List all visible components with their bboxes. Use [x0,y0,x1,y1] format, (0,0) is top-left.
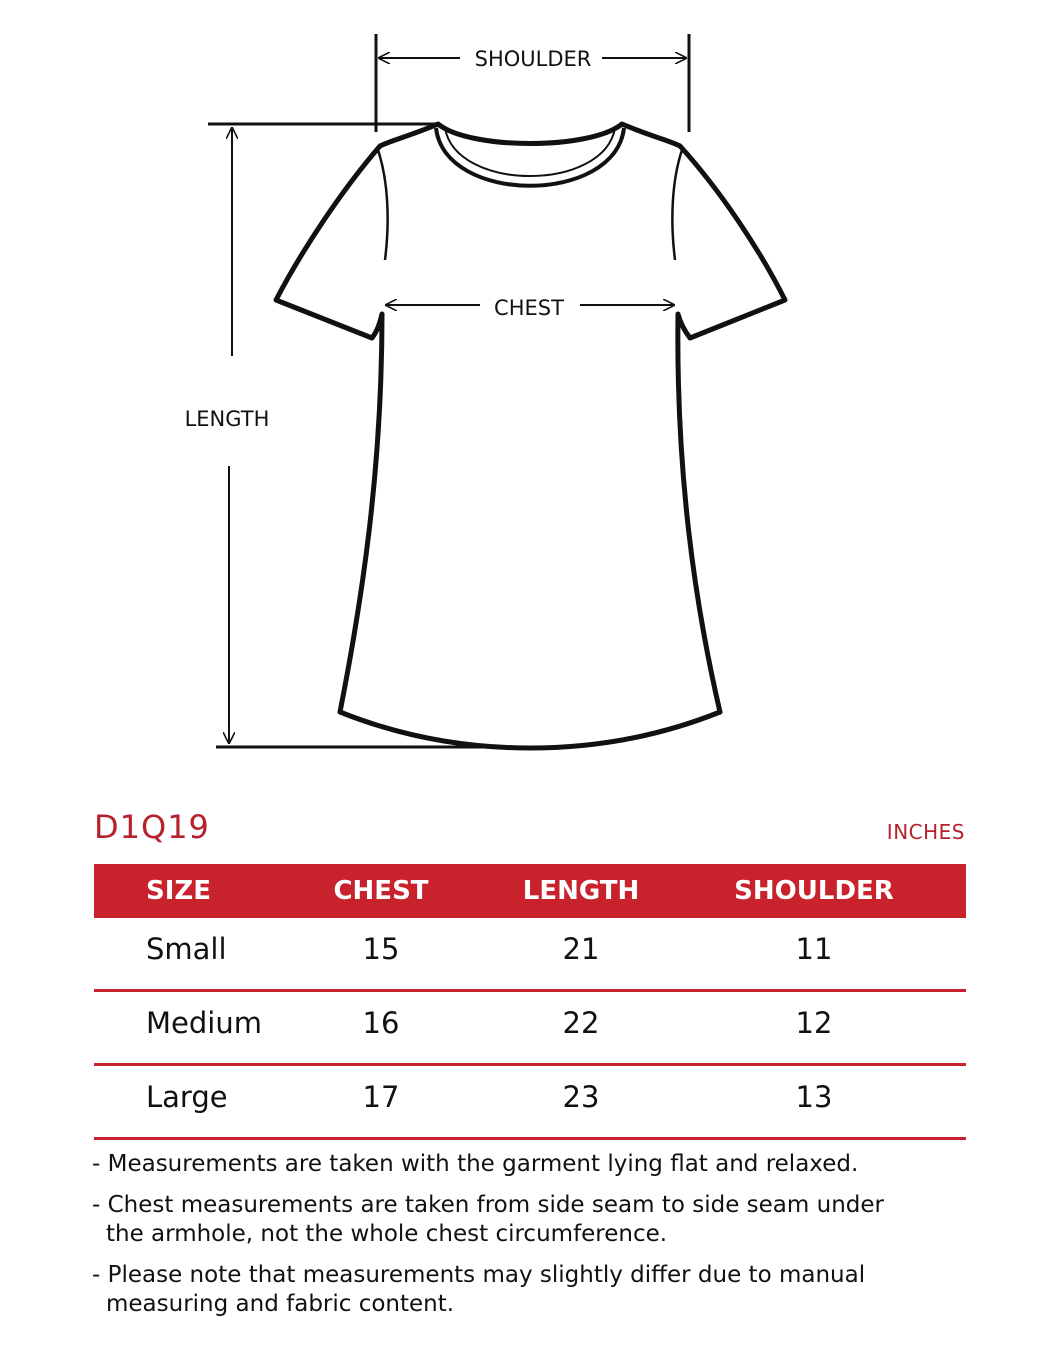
length-label: LENGTH [184,407,270,431]
chest-value: 16 [362,1006,400,1040]
size-name: Small [146,932,227,966]
note-item: - Please note that measurements may slightly differ due to manual measuring and fabric content. [92,1262,866,1317]
armhole-seam-right [672,150,682,260]
length-value: 23 [562,1080,600,1114]
note-item: - Measurements are taken with the garment lying flat and relaxed. [92,1151,859,1177]
size-name: Large [146,1080,228,1114]
product-code: D1Q19 [94,808,210,846]
size-name: Medium [146,1006,262,1040]
armhole-seam-left [378,150,388,260]
length-value: 22 [562,1006,600,1040]
table-header [94,864,966,918]
chest-value: 17 [362,1080,400,1114]
note-item: - Chest measurements are taken from side seam to side seam under the armhole, not the whole chest circumference. [92,1192,884,1247]
header-size: SIZE [146,876,212,906]
chest-value: 15 [362,932,400,966]
header-chest: CHEST [333,876,429,906]
shoulder-value: 11 [795,932,833,966]
table-row [94,992,966,1066]
shoulder-label: SHOULDER [474,47,592,71]
shoulder-value: 13 [795,1080,833,1114]
measurement-notes [92,1150,992,1331]
table-row [94,918,966,992]
shoulder-value: 12 [795,1006,833,1040]
size-table [94,864,966,1140]
length-value: 21 [562,932,600,966]
units-label: INCHES [886,820,965,844]
chest-label: CHEST [494,296,564,320]
table-row [94,1066,966,1140]
header-shoulder: SHOULDER [734,876,894,906]
header-length: LENGTH [522,876,640,906]
tshirt-outline [276,124,785,748]
